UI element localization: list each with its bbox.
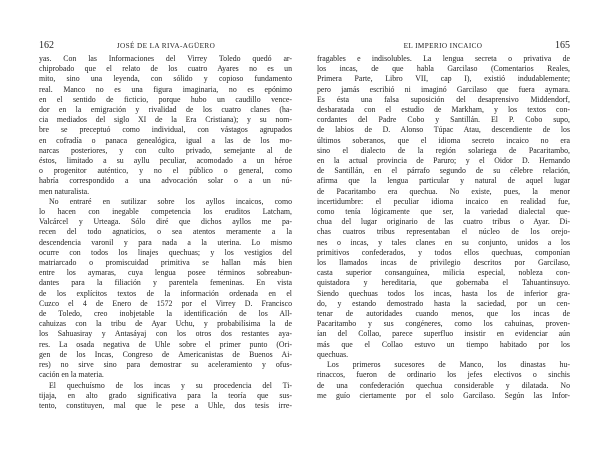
text-line: do, y estando demostrado hasta la saciedad, por un cen- [317, 298, 570, 308]
right-running-head: EL IMPERIO INCAICO [403, 42, 483, 50]
text-line: recen del todo agnaticios, o sea atentos meramente a la [39, 227, 292, 237]
text-line: quechuas. [317, 349, 349, 359]
text-line: quistadora y hereditaria, que gobernaba el Tahuantinsuyo. [317, 278, 570, 288]
text-line: cordantes del Padre Cobo y Santillán. El P. Cobo supo, [317, 115, 570, 125]
text-line: cahuizas con la tribu de Ayar Uchu, y probabilísima la de [39, 319, 292, 329]
text-line: mito, sino una leyenda, con sólido y copioso fundamento [39, 74, 292, 84]
text-line: casta superior consanguínea, milicia especial, nobleza con- [317, 268, 570, 278]
text-line: en la actual provincia de Paruro; y el Oidor D. Hernando [317, 156, 570, 166]
text-line: bre se preceptuó como individual, con vástagos agrupados [39, 125, 292, 135]
text-line: tijaja, en alto grado significativa para la teoría que sus- [39, 390, 292, 400]
text-line: Es ésta una falsa suposición del desaprensivo Middendorf, [317, 94, 570, 104]
right-page-body [317, 54, 570, 401]
text-line: chiprobado que el relato de los cuatro Ayares no es un [39, 64, 292, 74]
text-line: Valcárcel y Urteaga. Sólo diré que dichos ayllos me pa- [39, 217, 292, 227]
text-line: desbaratada con el estudio de Markham, y los textos con- [317, 105, 570, 115]
text-line: chas cuatros tribus representaban el núcleo de los orejo- [317, 227, 570, 237]
left-page [39, 40, 292, 411]
text-line: fragables e indisolubles. La lengua secreta o privativa de [317, 54, 570, 63]
text-line: me guío ciertamente por el solo Garcilaso. Según las Infor- [317, 390, 570, 400]
text-line: Primera Parte, Libro VII, cap I), existió indudablemente; [317, 74, 570, 84]
text-line: como tenía lógicamente que ser, la variedad dialectal que- [317, 207, 570, 217]
text-line: de Santillán, en el párrafo segundo de su célebre relación, [317, 166, 570, 176]
text-line: incertidumbre: el peculiar idioma incaico en realidad fue, [317, 196, 570, 206]
left-running-head: JOSÉ DE LA RIVA-AGÜERO [116, 42, 216, 50]
right-page [317, 40, 570, 401]
text-line: entre los aymaras, cuya lengua posee términos sobreabun- [39, 268, 292, 278]
text-line: dantes para la filiación y parentela femeninas. En vista [39, 278, 292, 288]
text-line: rinaccos, fueron de ordinario los jefes electivos o sinchis [317, 370, 570, 380]
text-line: ocurre con todos los linajes quechuas; y los vestigios del [39, 247, 292, 257]
text-line: últimos soberanos, que el idioma secreto incaico no era [317, 135, 570, 145]
text-line: narcas posteriores, y con culto privado, semejante al de [39, 145, 292, 155]
text-line: Pacaritambo y sus congéneres, como los cahuinas, proven- [317, 319, 570, 329]
text-line: chua del lugar originario de las cuatro tribus o Ayar. Di- [317, 217, 570, 227]
text-line: descendencia varonil y para nada a la uterina. Lo mismo [39, 237, 292, 247]
text-line: Los primeros sucesores de Manco, los dinastas hu- [327, 360, 570, 370]
text-line: habría correspondido a una advocación solar o a un nú- [39, 176, 292, 186]
text-line: El quechuísmo de los incas y su procedencia del Ti- [49, 380, 292, 390]
left-page-number: 162 [39, 40, 54, 51]
text-line: matriarcado o promiscuidad primitiva se hallan más bien [39, 258, 292, 268]
text-line: éstos, limitado a su ayllu peculiar, acomodado a un héroe [39, 156, 292, 166]
text-line: Cuzco el 4 de Enero de 1572 por el Virrey D. Francisco [39, 298, 292, 308]
text-line: No entraré en sutilizar sobre los ayllos incaicos, como [49, 196, 292, 206]
text-line: tenar de autoridades cuando menos, que los incas de [317, 309, 570, 319]
right-page-header [317, 40, 570, 54]
text-line: dor en la emigración y rivalidad de los cuatro clanes (ha- [39, 105, 292, 115]
text-line: en cofradía o panaca genealógica, igual a las de los mo- [39, 135, 292, 145]
text-line: o progenitor auténtico, y no el público o general, como [39, 166, 292, 176]
text-line: res. La osada negativa de Uhle sobre el primer punto (Ori- [39, 339, 292, 349]
text-line: de los explícitos textos de la información ordenada en el [39, 288, 292, 298]
text-line: cia mediados del siglo XI de la Era Cristiana); y su nom- [39, 115, 292, 125]
text-line: yas. Con las Informaciones del Virrey Toledo quedó ar- [39, 54, 292, 63]
text-line: de una confederación quechua considerable y dilatada. No [317, 380, 570, 390]
text-line: pero jamás escribió ni imaginó Garcilaso que fuera aymara. [317, 84, 570, 94]
text-line: men naturalista. [39, 186, 90, 196]
right-page-number: 165 [555, 40, 570, 51]
text-line: tento, constituyen, mal que le pese a Uhle, dos tesis irre- [39, 400, 292, 410]
text-line: res) no sirve sino para demostrar su aceleramiento y ofus- [39, 360, 292, 370]
text-line: cación en la materia. [39, 370, 104, 380]
text-line: real. Manco no es una figura imaginaria, no es epónimo [39, 84, 292, 94]
text-line: los llamados incas de privilegio descritos por Garcilaso, [317, 258, 570, 268]
text-line: de Toledo, creo inobjetable la identificación de los All- [39, 309, 292, 319]
text-line: de labios de D. Alonso Túpac Atau, descendiente de los [317, 125, 570, 135]
text-line: lo hacen con inegable competencia los eruditos Latcham, [39, 207, 292, 217]
text-line: ían del Collao, parece superfluo insistir en evidenciar aún [317, 329, 570, 339]
text-line: más que el Collao estuvo un tiempo habitado por los [317, 339, 570, 349]
text-line: sino el dialecto de la región solariega de Pacaritambo, [317, 145, 570, 155]
text-line: Siendo quechuas todos los incas, hasta los de inferior gra- [317, 288, 570, 298]
text-line: los incas, de que habla Garcilaso (Comentarios Reales, [317, 64, 570, 74]
text-line: primitivos confederados, y todos ellos quechuas, componían [317, 247, 570, 257]
left-page-header [39, 40, 292, 54]
text-line: afirma que la lengua particular y natural de aquel lugar [317, 176, 570, 186]
text-line: gen de los Incas, Congreso de Americanistas de Buenos Ai- [39, 349, 292, 359]
text-line: nes o incas, y tales clanes en su conjunto, unidos a los [317, 237, 570, 247]
text-line: de Pacaritambo era quechua. No existe, pues, la menor [317, 186, 570, 196]
left-page-body [39, 54, 292, 411]
text-line: los Sahuasiray y Antasáyaj con los otros dos restantes ayа- [39, 329, 292, 339]
text-line: en el sentido de ficticio, porque hubo un caudillo vence- [39, 94, 292, 104]
